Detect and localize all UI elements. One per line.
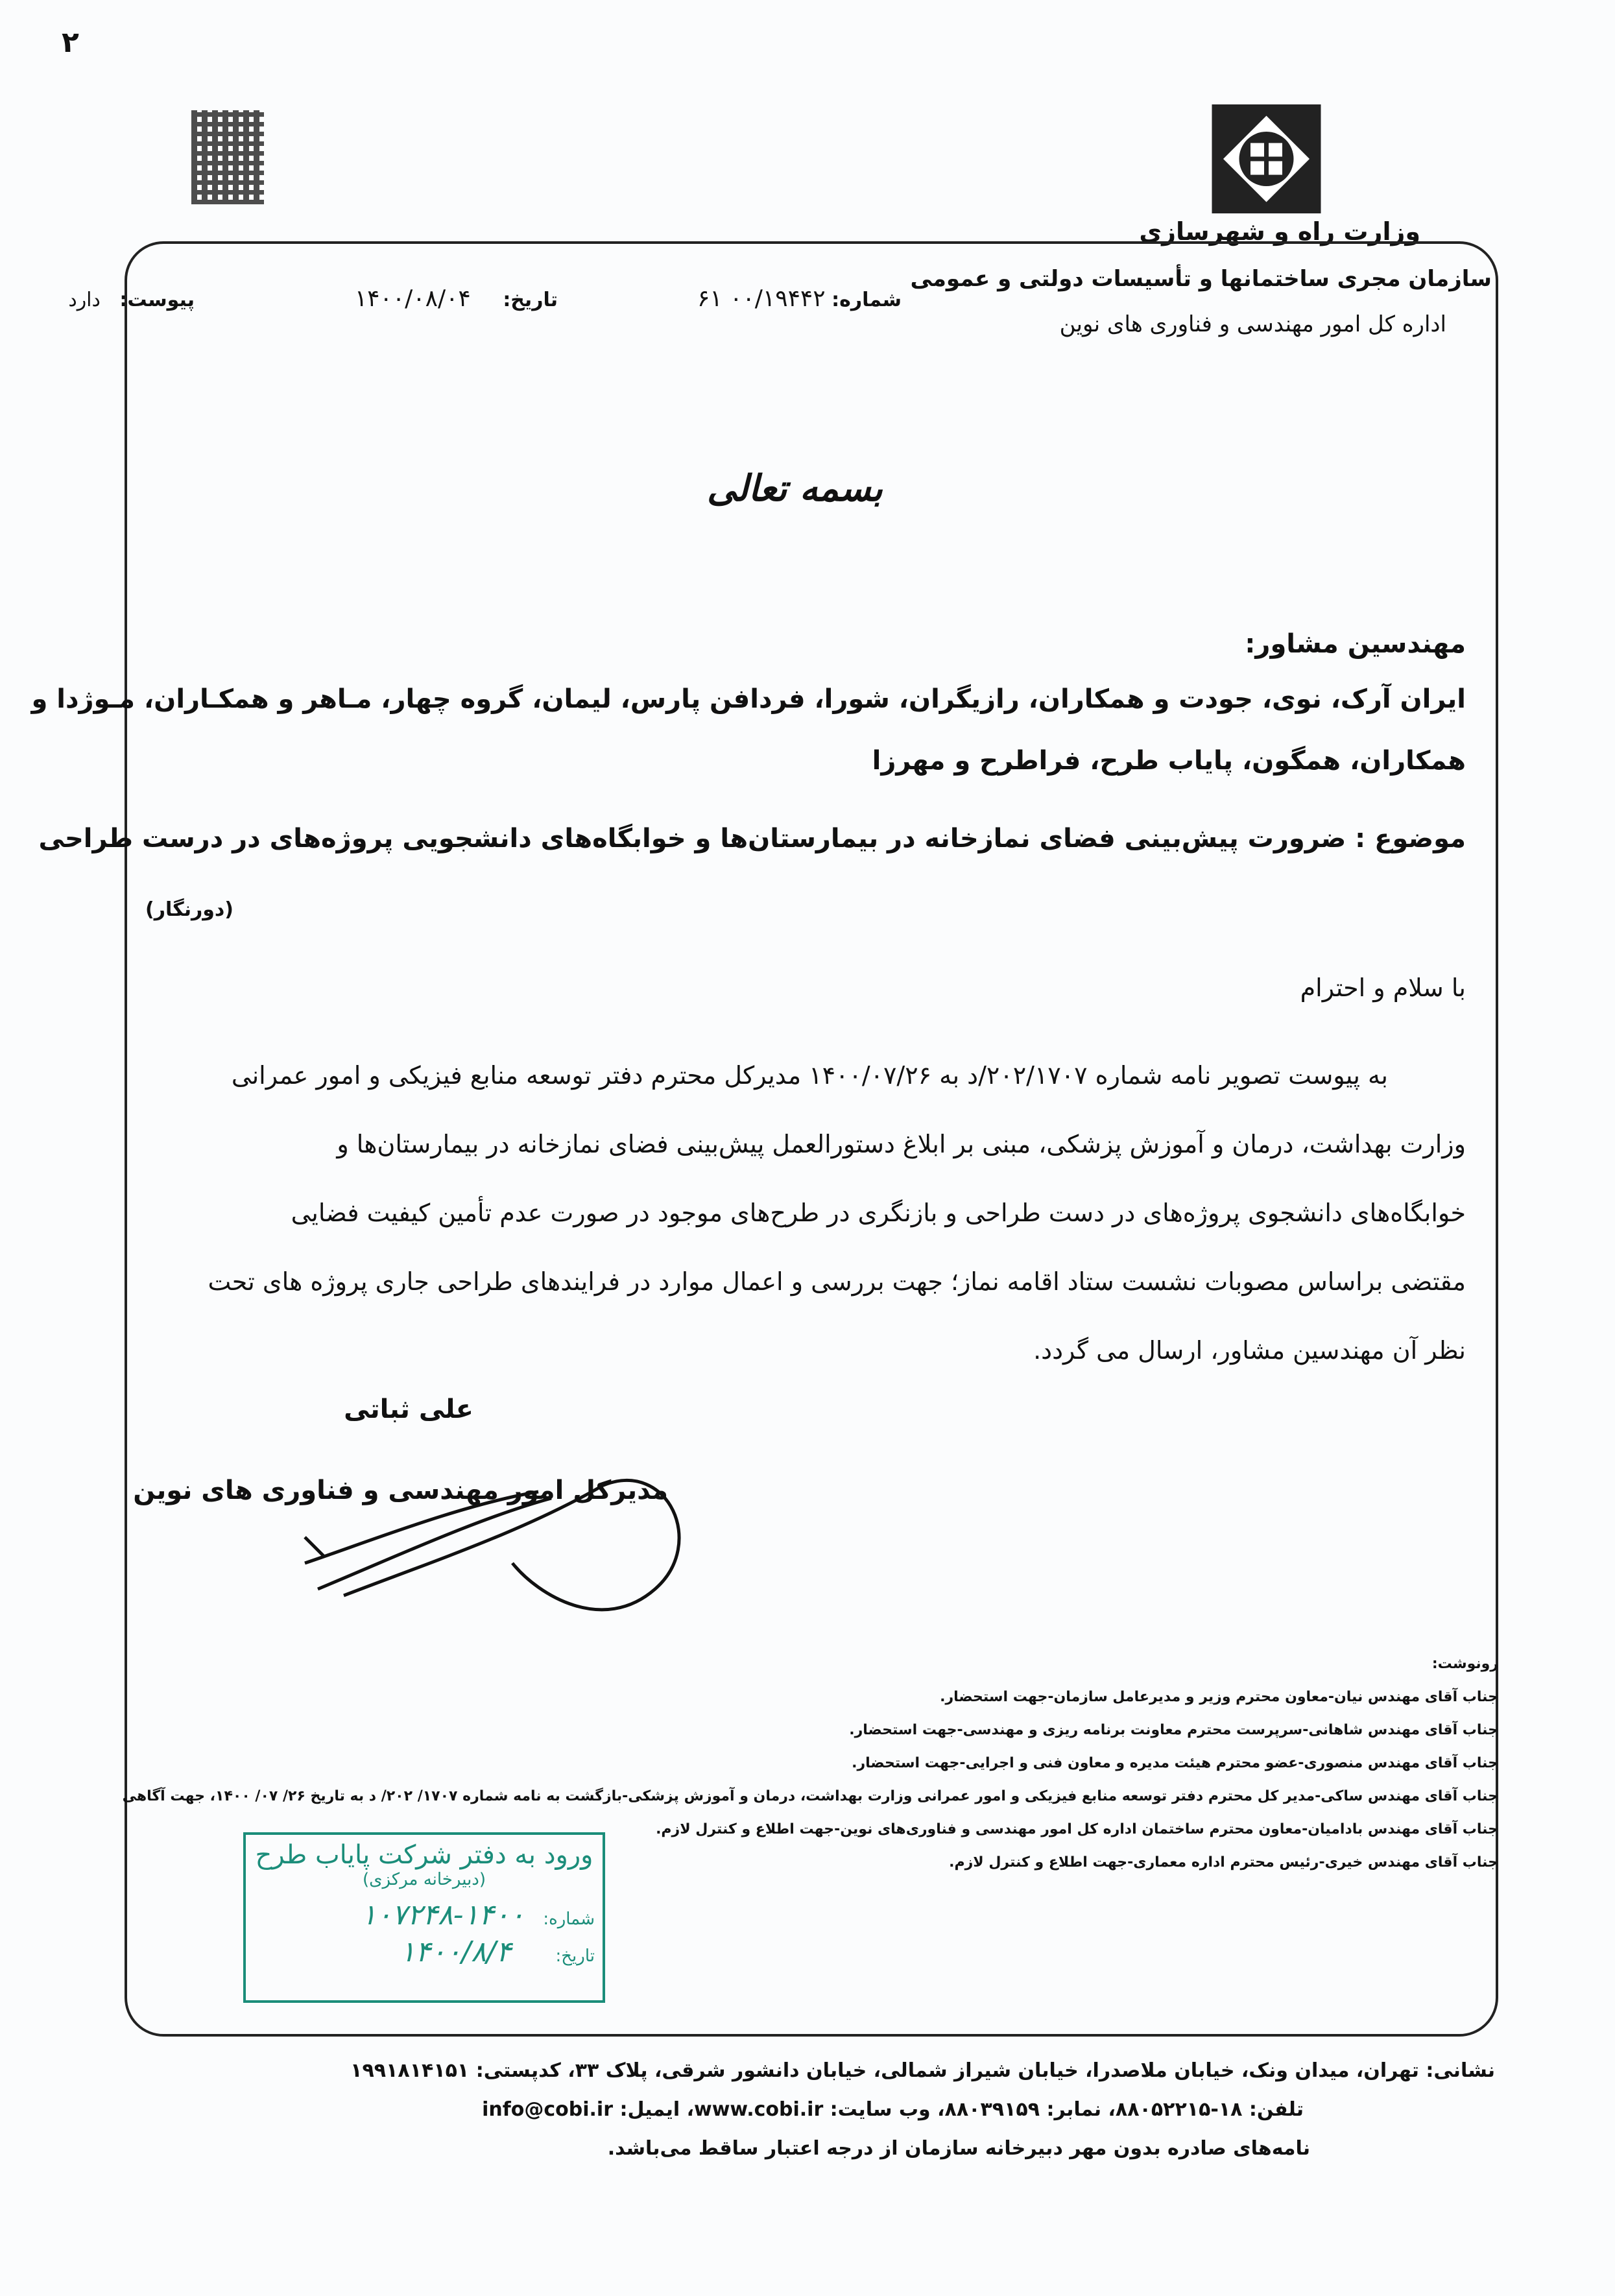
cc-item: جناب آقای مهندس منصوری-عضو محترم هیئت مدیره و معاون فنی و اجرایی-جهت استحضار. [852, 1755, 1498, 1771]
ministry-name: وزارت راه و شهرسازی [1139, 217, 1420, 246]
receipt-stamp [243, 1832, 605, 2003]
date-label: تاریخ: [503, 289, 558, 311]
recipients-line-2: همکاران، همگون، پایاب طرح، فراطرح و مهرزا [872, 746, 1466, 776]
subject-note: (دورنگار) [145, 898, 233, 921]
cc-item: جناب آقای مهندس نیان-معاون محترم وزیر و مدیرعامل سازمان-جهت استحضار. [940, 1689, 1498, 1705]
cc-title: رونوشت: [1431, 1656, 1498, 1672]
number-value: ۰۰/۱۹۴۴۲ ۶۱ [697, 285, 826, 312]
attachment-label: پیوست: [119, 289, 195, 311]
page-number: ۲ [62, 26, 79, 59]
cc-item: جناب آقای مهندس شاهانی-سرپرست محترم معاونت برنامه ریزی و مهندسی-جهت استحضار. [849, 1722, 1498, 1738]
date-value: ۱۴۰۰/۰۸/۰۴ [354, 285, 471, 312]
basmala: بسمه تعالی [707, 467, 883, 510]
footer-contact: تلفن: ۱۸-۸۸۰۵۲۲۱۵، نمابر: ۸۸۰۳۹۱۵۹، وب سایت: www.cobi.ir، ایمیل: info@cobi.ir [482, 2098, 1304, 2121]
signatory-title: مدیرکل امور مهندسی و فناوری های نوین [133, 1476, 668, 1505]
footer-notice: نامه‌های صادره بدون مهر دبیرخانه سازمان از درجه اعتبار ساقط می‌باشد. [607, 2137, 1310, 2160]
stamp-number [246, 1898, 595, 1931]
number-label: شماره: [831, 289, 902, 311]
stamp-date [246, 1935, 595, 1968]
body-line: وزارت بهداشت، درمان و آموزش پزشکی، مبنی بر ابلاغ دستورالعمل پیش‌بینی فضای نمازخانه در بیمارستان‌ها و [337, 1130, 1466, 1158]
signature [266, 1466, 707, 1634]
organization-name: سازمان مجری ساختمانها و تأسیسات دولتی و عمومی [910, 266, 1492, 292]
ministry-logo [1210, 101, 1323, 217]
stamp-subtitle: (دبیرخانه مرکزی) [362, 1870, 486, 1889]
body-line: مقتضی براساس مصوبات نشست ستاد اقامه نماز؛ جهت بررسی و اعمال موارد در فرایندهای طراحی جاری پروژه های تحت [208, 1267, 1466, 1296]
body-line: خوابگاه‌های دانشجوی پروژه‌های در دست طراحی و بازنگری در طرح‌های موجود در صورت عدم تأمین کیفیت فضایی [291, 1199, 1466, 1227]
cc-item: جناب آقای مهندس خیری-رئیس محترم اداره معماری-جهت اطلاع و کنترل لازم. [949, 1854, 1498, 1871]
body-line: به پیوست تصویر نامه شماره ۲۰۲/۱۷۰۷/د به ۱۴۰۰/۰۷/۲۶ مدیرکل محترم دفتر توسعه منابع فیزیکی و امور عمرانی [231, 1061, 1388, 1090]
subject: موضوع : ضرورت پیش‌بینی فضای نمازخانه در بیمارستان‌ها و خوابگاه‌های دانشجویی پروژه‌های در درست طراحی [38, 824, 1466, 854]
stamp-date-value: ۱۴۰۰/۸/۴ [400, 1935, 512, 1968]
recipients-line-1: ایران آرک، نوی، جودت و همکاران، رازیگران، شورا، فردافن پارس، لیمان، گروه چهار، مـاهر و همکـاران، مـوژدا و [31, 684, 1466, 714]
qr-code [191, 110, 264, 204]
stamp-number-value: ۱۴۰۰-۱۰۷۲۴۸ [361, 1898, 525, 1931]
attachment-value: دارد [68, 289, 101, 311]
letter-body [149, 1041, 1466, 1385]
stamp-date-label: تاریخ: [555, 1946, 595, 1966]
cc-item: جناب آقای مهندس ساکی-مدیر کل محترم دفتر توسعه منابع فیزیکی و امور عمرانی وزارت بهداشت، درمان و آموزش پزشکی-بازگشت به نامه شماره ۱۷۰۷/ ۲۰۲/ د به تاریخ ۲۶/ ۰۷/ ۱۴۰۰، جهت آگاهی [122, 1788, 1498, 1804]
department-name: اداره کل امور مهندسی و فناوری های نوین [1059, 311, 1446, 337]
cc-item: جناب آقای مهندس بادامیان-معاون محترم ساختمان اداره کل امور مهندسی و فناوری‌های نوین-جهت اطلاع و کنترل لازم. [656, 1821, 1498, 1837]
signatory-name: علی ثباتی [344, 1394, 473, 1424]
body-line: نظر آن مهندسین مشاور، ارسال می گردد. [1033, 1336, 1466, 1365]
stamp-number-label: شماره: [543, 1909, 595, 1929]
footer-address: نشانی: تهران، میدان ونک، خیابان ملاصدرا، خیابان شیراز شمالی، خیابان دانشور شرقی، پلاک ۳۳، کدپستی: ۱۹۹۱۸۱۴۱۵۱ [350, 2059, 1495, 2082]
stamp-title: ورود به دفتر شرکت پایاب طرح [255, 1840, 593, 1870]
greeting: با سلام و احترام [1300, 974, 1466, 1002]
recipients-title: مهندسین مشاور: [1245, 629, 1466, 659]
